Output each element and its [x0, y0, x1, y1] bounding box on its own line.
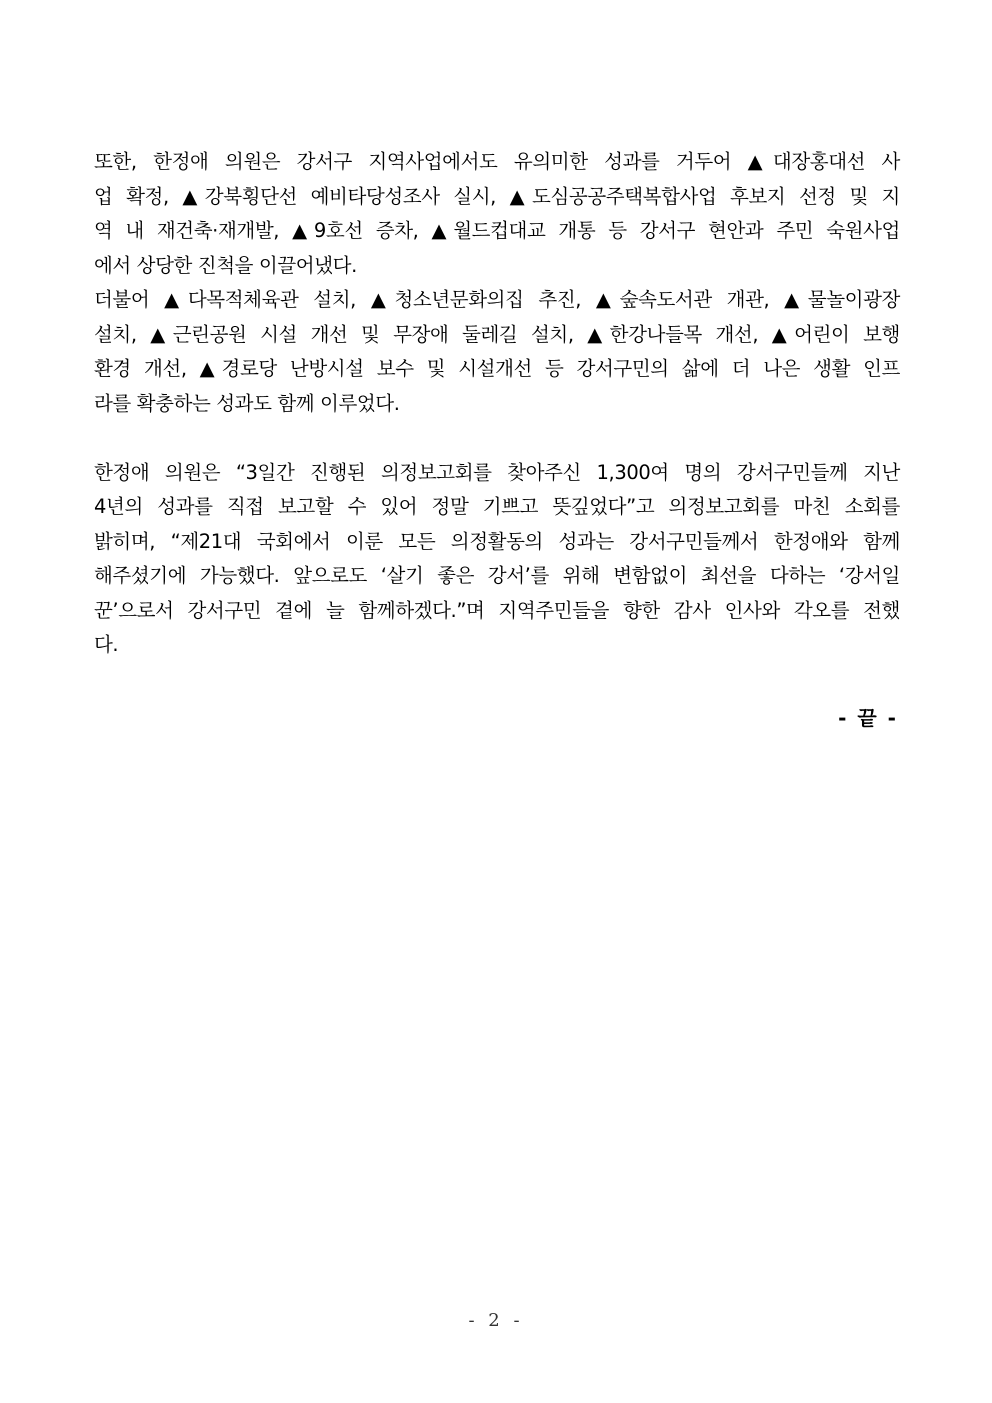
text-line: 더불어 ▲다목적체육관 설치, ▲청소년문화의집 추진, ▲숲속도서관 개관, ▲물놀이광장 — [94, 288, 900, 311]
paragraph-infrastructure — [94, 283, 900, 421]
text-line: 에서 상당한 진척을 이끌어냈다. — [94, 253, 357, 277]
text-line: 설치, ▲근린공원 시설 개선 및 무장애 둘레길 설치, ▲한강나들목 개선, ▲어린이 보행 — [94, 322, 900, 346]
end-mark: - 끝 - — [838, 706, 898, 730]
text-line: 밝히며, “제21대 국회에서 이룬 모든 의정활동의 성과는 강서구민들께서 한정애와 함께 — [94, 529, 900, 553]
paragraph-quote — [94, 456, 900, 663]
body-text — [94, 145, 900, 663]
text-line: 라를 확충하는 성과도 함께 이루었다. — [94, 391, 400, 415]
text-line: 꾼’으로서 강서구민 곁에 늘 함께하겠다.”며 지역주민들을 향한 감사 인사와 각오를 전했 — [94, 598, 900, 622]
text-line: 해주셨기에 가능했다. 앞으로도 ‘살기 좋은 강서’를 위해 변함없이 최선을 다하는 ‘강서일 — [94, 564, 900, 587]
text-line: 한정애 의원은 “3일간 진행된 의정보고회를 찾아주신 1,300여 명의 강서구민들께 지난 — [94, 460, 900, 484]
paragraph-regional-projects — [94, 145, 900, 283]
page-number: - 2 - — [468, 1310, 524, 1331]
text-line: 환경 개선, ▲경로당 난방시설 보수 및 시설개선 등 강서구민의 삶에 더 나은 생활 인프 — [94, 357, 900, 380]
text-line: 역 내 재건축·재개발, ▲9호선 증차, ▲월드컵대교 개통 등 강서구 현안과 주민 숙원사업 — [94, 219, 900, 242]
text-line: 다. — [94, 633, 119, 656]
paragraph-spacer — [94, 421, 900, 456]
text-line: 또한, 한정애 의원은 강서구 지역사업에서도 유의미한 성과를 거두어 ▲대장홍대선 사 — [94, 150, 900, 173]
text-line: 4년의 성과를 직접 보고할 수 있어 정말 기쁘고 뜻깊었다”고 의정보고회를 마친 소회를 — [94, 495, 900, 518]
text-line: 업 확정, ▲강북횡단선 예비타당성조사 실시, ▲도심공공주택복합사업 후보지 선정 및 지 — [94, 184, 900, 208]
